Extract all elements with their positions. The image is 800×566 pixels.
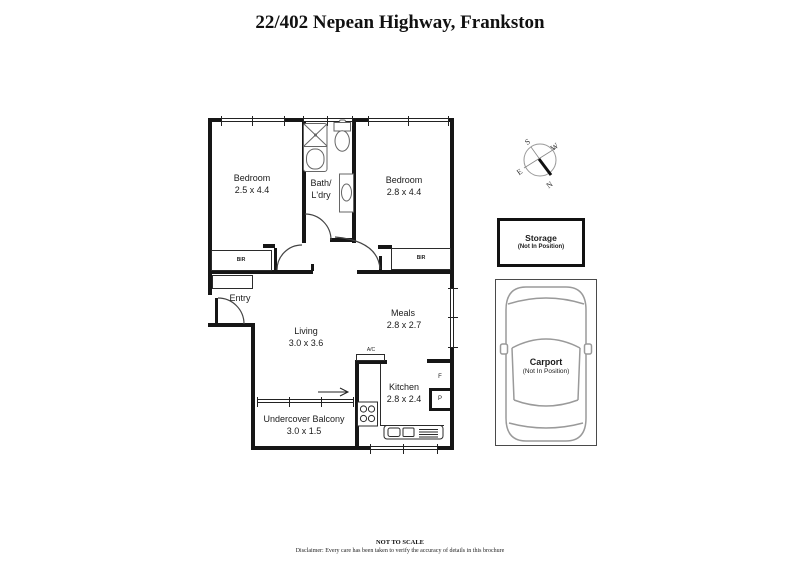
- storage-note: (Not In Position): [517, 244, 565, 251]
- page-title: 22/402 Nepean Highway, Frankston: [255, 12, 545, 33]
- room-label-bath: Bath/: [310, 178, 332, 188]
- bath-door-arc-icon: [305, 214, 331, 240]
- basin-icon: [340, 174, 354, 212]
- room-label-living: Living: [294, 326, 318, 336]
- room-dims-meals: 2.8 x 2.7: [386, 320, 422, 330]
- bedroom2-door-arc-icon: [335, 237, 380, 269]
- ac-label: A/C: [366, 347, 376, 353]
- compass-icon: [515, 137, 561, 190]
- bedroom1-door-arc-icon: [277, 245, 302, 270]
- bir-label-left: BIR: [236, 257, 246, 263]
- compass-e: E: [514, 166, 525, 178]
- not-to-scale-note: NOT TO SCALE: [375, 539, 425, 546]
- room-dims-bedroom2: 2.8 x 4.4: [386, 187, 422, 197]
- bir-label-right: BIR: [416, 255, 426, 261]
- carport-note: (Not In Position): [522, 368, 570, 375]
- room-label-bedroom2: Bedroom: [385, 175, 423, 185]
- room-label-laundry: L'dry: [311, 190, 331, 200]
- room-label-kitchen: Kitchen: [388, 382, 420, 392]
- room-dims-bedroom1: 2.5 x 4.4: [234, 185, 270, 195]
- room-dims-living: 3.0 x 3.6: [288, 338, 324, 348]
- room-label-balcony: Undercover Balcony: [263, 414, 345, 424]
- carport-label: Carport: [529, 357, 563, 367]
- room-label-entry: Entry: [229, 293, 251, 303]
- room-dims-balcony: 3.0 x 1.5: [286, 426, 322, 436]
- compass-n: N: [544, 179, 555, 191]
- pantry-label: P: [437, 396, 443, 402]
- compass-s: S: [523, 136, 532, 147]
- compass-w: W: [548, 141, 561, 153]
- bathtub-icon: [304, 124, 328, 172]
- room-label-meals: Meals: [390, 308, 416, 318]
- disclaimer-text: Disclaimer: Every care has been taken to verify the accuracy of details in this brochure: [295, 548, 505, 554]
- slider-arrow-icon: [318, 388, 348, 396]
- fridge-label: F: [438, 374, 442, 380]
- cooktop-icon: [358, 402, 378, 426]
- toilet-icon: [334, 120, 351, 151]
- sink-icon: [384, 426, 443, 440]
- room-label-bedroom1: Bedroom: [233, 173, 271, 183]
- room-dims-kitchen: 2.8 x 2.4: [386, 394, 422, 404]
- storage-label: Storage: [525, 233, 557, 244]
